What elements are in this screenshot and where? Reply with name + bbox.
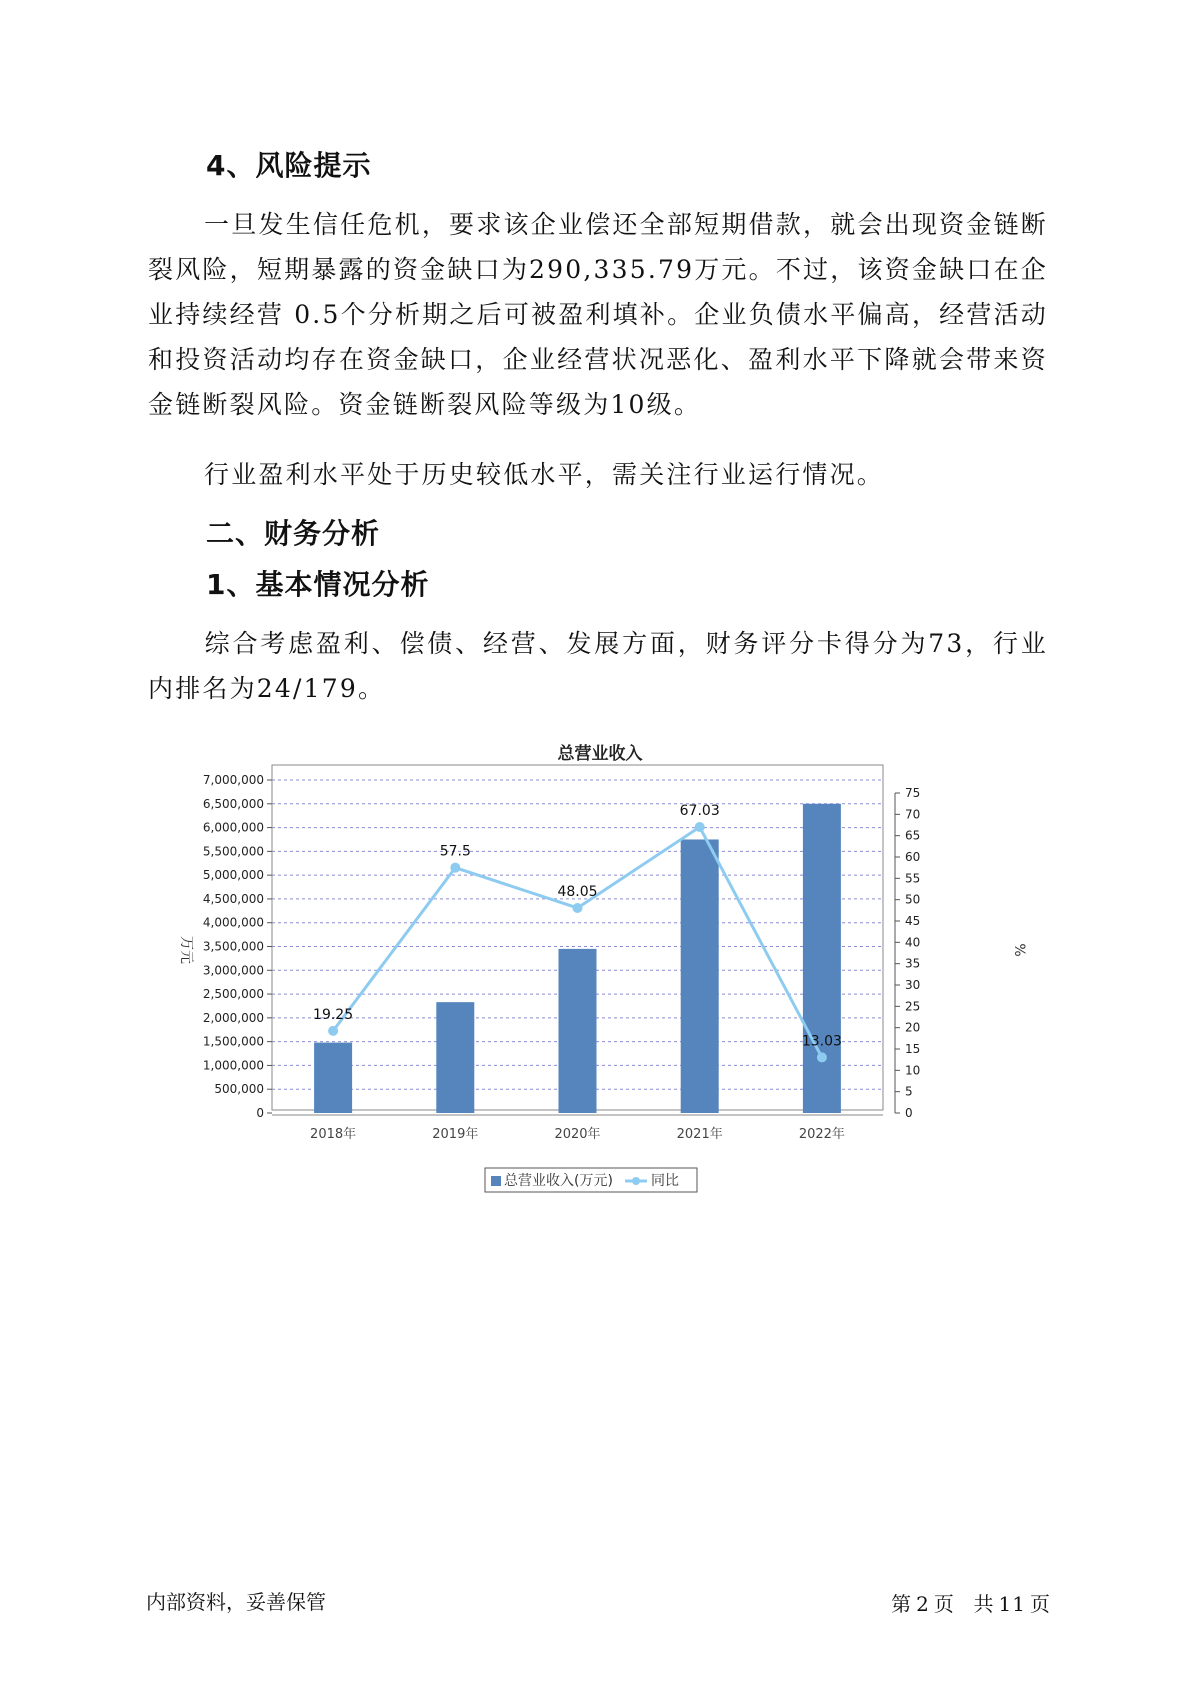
page-total: 11 — [998, 1592, 1026, 1616]
right-tick-label: 60 — [905, 850, 921, 864]
total-prefix: 共 — [973, 1592, 995, 1616]
finance-heading: 二、财务分析 — [206, 517, 381, 550]
yoy-point — [450, 863, 460, 873]
revenue-bar — [314, 1043, 352, 1113]
x-tick-label: 2018年 — [310, 1127, 357, 1142]
legend-line-label: 同比 — [651, 1173, 679, 1189]
right-tick-label: 0 — [905, 1106, 913, 1120]
page-current: 2 — [916, 1592, 930, 1616]
risk-paragraph-text: 一旦发生信任危机，要求该企业偿还全部短期借款，就会出现资金链断裂风险，短期暴露的资金缺口为290,335.79万元。不过，该资金缺口在企业持续经营 0.5个分析期之后可被盈利填补。企业负债水平偏高，经营活动和投资活动均存在资金缺口，企业经营状况恶化、盈利水平下降就会带来资金链断裂风险。资金链断裂风险等级为10级。 — [148, 210, 1048, 419]
right-tick-label: 50 — [905, 892, 921, 907]
right-tick-label: 10 — [905, 1063, 921, 1078]
right-tick-label: 20 — [905, 1020, 921, 1035]
right-axis-label: % — [1011, 943, 1027, 957]
left-tick-label: 1,500,000 — [202, 1034, 264, 1049]
revenue-bar — [436, 1002, 474, 1113]
right-tick-label: 25 — [905, 999, 921, 1014]
right-tick-label: 55 — [905, 871, 921, 886]
left-tick-label: 4,000,000 — [202, 915, 264, 930]
yoy-point — [695, 822, 705, 832]
revenue-bar — [681, 839, 719, 1113]
score-paragraph — [148, 621, 1048, 711]
left-tick-label: 0 — [256, 1106, 264, 1120]
yoy-data-label: 13.03 — [801, 1033, 842, 1050]
right-tick-label: 35 — [905, 956, 921, 971]
left-tick-label: 5,000,000 — [202, 868, 264, 883]
left-tick-label: 6,500,000 — [202, 796, 264, 811]
yoy-data-label: 57.5 — [439, 843, 471, 860]
total-unit: 页 — [1030, 1592, 1051, 1616]
right-tick-label: 5 — [905, 1084, 913, 1099]
left-axis — [203, 773, 272, 1120]
revenue-bar — [559, 949, 597, 1113]
left-tick-label: 3,500,000 — [202, 939, 264, 954]
left-tick-label: 500,000 — [214, 1082, 264, 1097]
left-tick-label: 3,000,000 — [202, 963, 264, 978]
yoy-point — [573, 903, 583, 913]
yoy-data-label: 48.05 — [557, 883, 598, 900]
right-tick-label: 30 — [905, 978, 921, 992]
basic-analysis-heading: 1、基本情况分析 — [206, 568, 430, 601]
left-tick-label: 1,000,000 — [202, 1058, 264, 1073]
right-tick-label: 15 — [905, 1042, 921, 1056]
page-unit: 页 — [933, 1592, 955, 1616]
x-tick-label: 2022年 — [798, 1127, 845, 1142]
left-tick-label: 5,500,000 — [202, 844, 264, 859]
page-prefix: 第 — [891, 1592, 913, 1616]
risk-paragraph — [148, 202, 1048, 427]
left-axis-label: 万元 — [178, 936, 194, 964]
revenue-bar — [803, 804, 841, 1113]
x-tick-label: 2020年 — [554, 1127, 601, 1142]
chart-title: 总营业收入 — [557, 744, 643, 764]
legend-bar-swatch — [491, 1176, 501, 1186]
yoy-data-label: 19.25 — [313, 1006, 354, 1023]
x-axis — [272, 1115, 883, 1142]
left-tick-label: 7,000,000 — [202, 773, 264, 787]
legend-line-marker — [632, 1177, 640, 1185]
yoy-point — [817, 1052, 827, 1062]
left-tick-label: 2,500,000 — [202, 987, 264, 1002]
bar-series — [314, 804, 841, 1113]
industry-paragraph-text: 行业盈利水平处于历史较低水平，需关注行业运行情况。 — [204, 460, 885, 489]
footer-confidential: 内部资料，妥善保管 — [146, 1590, 326, 1614]
right-tick-label: 40 — [905, 935, 921, 950]
revenue-chart — [170, 735, 1050, 1200]
left-tick-label: 6,000,000 — [202, 820, 264, 835]
yoy-data-label: 67.03 — [679, 803, 720, 820]
legend-bar-label: 总营业收入(万元) — [504, 1173, 613, 1189]
x-tick-label: 2019年 — [432, 1127, 479, 1142]
industry-paragraph — [148, 452, 1048, 497]
right-tick-label: 70 — [905, 807, 921, 822]
left-tick-label: 4,500,000 — [202, 891, 264, 906]
right-tick-label: 65 — [905, 828, 921, 843]
left-tick-label: 2,000,000 — [202, 1010, 264, 1025]
right-axis — [895, 786, 920, 1120]
x-tick-label: 2021年 — [676, 1127, 723, 1142]
right-tick-label: 45 — [905, 914, 921, 928]
right-tick-label: 75 — [905, 786, 921, 800]
risk-heading: 4、风险提示 — [206, 149, 372, 182]
chart-legend — [485, 1168, 697, 1192]
page-number — [889, 1588, 1053, 1617]
score-paragraph-text: 综合考虑盈利、偿债、经营、发展方面，财务评分卡得分为73，行业内排名为24/179。 — [148, 629, 1048, 703]
yoy-point — [328, 1026, 338, 1036]
